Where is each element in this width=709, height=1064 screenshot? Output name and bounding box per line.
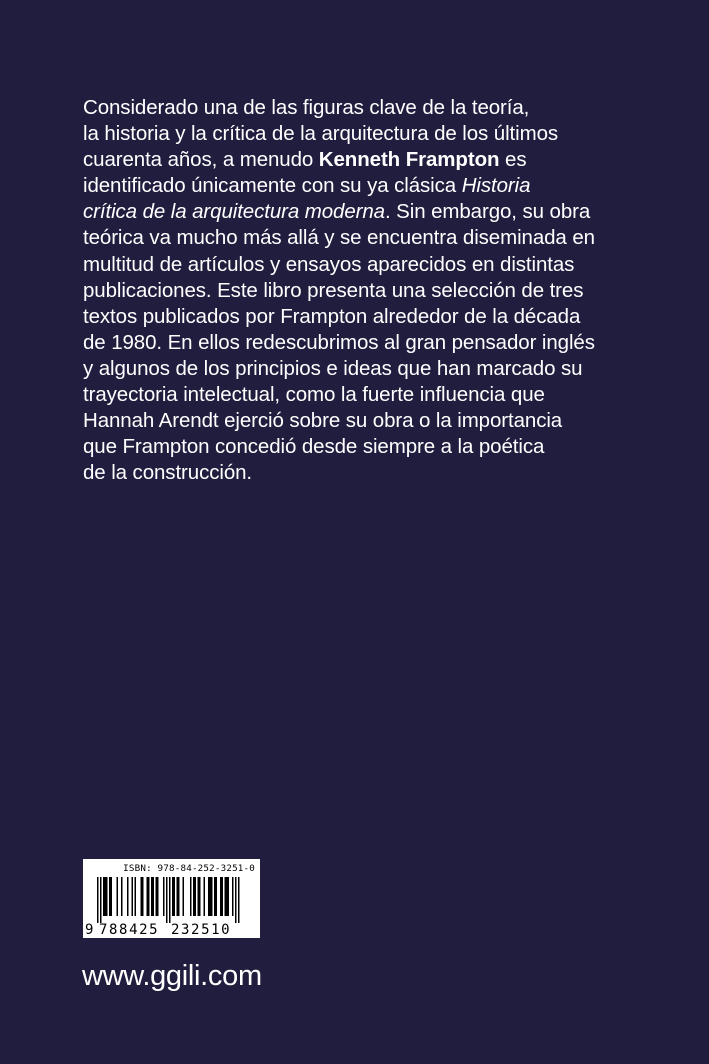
blurb-line: crítica de la arquitectura moderna. Sin embargo, su obra [83,200,591,224]
book-title-italic: Historia [461,174,531,198]
barcode-bar [141,877,143,916]
barcode-bar [222,877,224,916]
barcode-bar [105,877,107,916]
barcode-lead-digit: 9 [85,922,94,938]
barcode-bar [166,877,168,923]
blurb-line: de la construcción. [83,461,253,485]
barcode-bar [147,877,149,916]
barcode-bar [183,877,185,916]
barcode-bar [106,877,108,916]
barcode-bar [151,877,153,916]
book-title-italic: crítica de la arquitectura moderna [83,200,385,224]
blurb-line: Considerado una de las figuras clave de la teoría, [83,96,530,119]
blurb-line: textos publicados por Frampton alrededor de la década [83,304,581,328]
barcode-bar [195,877,197,916]
barcode-bar [103,877,105,916]
barcode-bar [172,877,174,916]
barcode-bar [210,877,212,916]
barcode-bar [232,877,234,916]
barcode-bar [132,877,134,916]
barcode-bars [97,877,257,923]
blurb-line: teórica va mucho más allá y se encuentra diseminada en [83,226,595,250]
barcode-bar [174,877,176,916]
barcode-bar [109,877,111,916]
barcode-left-digits: 788425 [99,922,160,938]
barcode-bar [228,877,230,916]
barcode-bar [199,877,201,916]
barcode-bar [225,877,227,916]
barcode-bar [153,877,155,916]
barcode-bar [121,877,123,916]
barcode-bar [97,877,99,923]
barcode-bar [211,877,213,916]
barcode-bar [178,877,180,916]
blurb-line: identificado únicamente con su ya clásica Historia [83,174,531,198]
barcode-bar [111,877,113,916]
barcode-bar [190,877,192,916]
barcode-bar [100,877,102,923]
blurb-line: trayectoria intelectual, como la fuerte influencia que [83,383,545,407]
barcode-bar [235,877,237,923]
blurb-line: Hannah Arendt ejerció sobre su obra o la importancia [83,409,563,433]
barcode-bar [142,877,144,916]
barcode-bar [238,877,240,923]
isbn-barcode [83,859,260,938]
isbn-label: ISBN: 978-84-252-3251-0 [123,863,255,874]
blurb-line: y algunos de los principios e ideas que han marcado su [83,356,583,380]
blurb-line: cuarenta años, a menudo Kenneth Frampton es [83,148,527,172]
barcode-bar [214,877,216,916]
back-cover-description [83,95,643,486]
blurb-line: la historia y la crítica de la arquitectura de los últimos [83,122,559,146]
barcode-bar [163,877,165,916]
barcode-bar [117,877,119,916]
barcode-bar [216,877,218,916]
blurb-line: de 1980. En ellos redescubrimos al gran pensador inglés [83,330,595,354]
barcode-bar [177,877,179,916]
barcode-right-digits: 232510 [171,922,232,938]
barcode-bar [157,877,159,916]
barcode-bar [135,877,137,916]
barcode-bar [208,877,210,916]
blurb-line: multitud de artículos y ensayos aparecidos en distintas [83,252,575,276]
barcode-bar [193,877,195,916]
publisher-website: www.ggili.com [82,960,262,992]
blurb-line: que Frampton concedió desde siempre a la poética [83,435,545,459]
barcode-bar [204,877,206,916]
barcode-bar [226,877,228,916]
barcode-bar [127,877,129,916]
blurb-line: publicaciones. Este libro presenta una selección de tres [83,278,584,302]
barcode-bar [169,877,171,923]
barcode-bar [148,877,150,916]
barcode-bar [156,877,158,916]
author-name: Kenneth Frampton [318,148,500,172]
barcode-bar [198,877,200,916]
barcode-bar [220,877,222,916]
